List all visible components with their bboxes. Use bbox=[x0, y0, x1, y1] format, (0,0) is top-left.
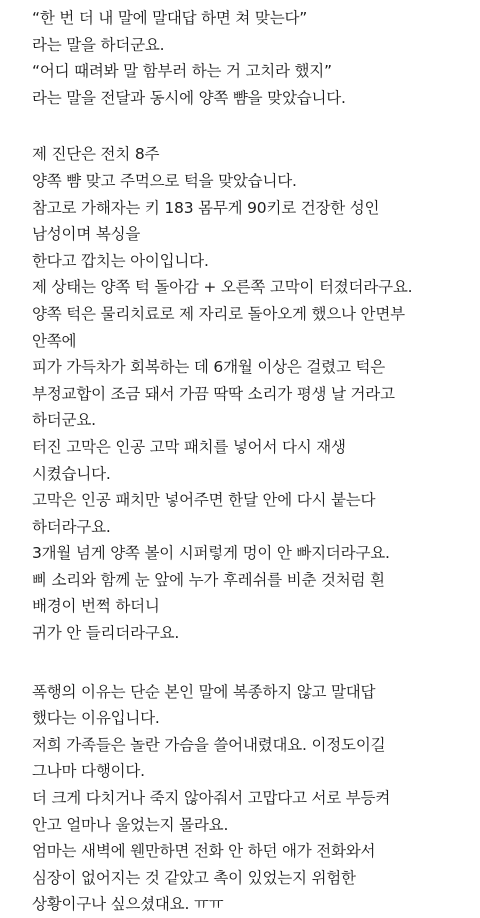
text-line: “어디 때려봐 말 함부러 하는 거 고치라 했지” bbox=[32, 62, 332, 81]
text-line: 더 크게 다치거나 죽지 않아줘서 고맙다고 서로 부등켜 bbox=[32, 789, 391, 808]
document-body bbox=[0, 5, 480, 918]
text-line: 안고 얼마나 울었는지 몰라요. bbox=[32, 815, 229, 834]
text-line: 피가 가득차가 회복하는 데 6개월 이상은 걸렸고 턱은 bbox=[32, 358, 385, 377]
paragraph-reason bbox=[32, 679, 480, 918]
text-line: 남성이며 복싱을 bbox=[32, 225, 141, 244]
text-line: 한다고 깝치는 아이입니다. bbox=[32, 251, 209, 270]
text-line: 그나마 다행이다. bbox=[32, 762, 145, 781]
text-line: 양쪽 뺨 맞고 주먹으로 턱을 맞았습니다. bbox=[32, 171, 297, 190]
text-line: 3개월 넘게 양쪽 볼이 시퍼렇게 멍이 안 빠지더라구요. bbox=[32, 544, 390, 563]
text-line: 라는 말을 하더군요. bbox=[32, 35, 165, 54]
text-line: 고막은 인공 패치만 넣어주면 한달 안에 다시 붙는다 bbox=[32, 491, 376, 510]
text-line: 삐 소리와 함께 눈 앞에 누가 후레쉬를 비춘 것처럼 흰 bbox=[32, 570, 385, 589]
text-line: 제 진단은 전치 8주 bbox=[32, 145, 160, 164]
text-line: 하더군요. bbox=[32, 411, 96, 430]
text-line: 라는 말을 전달과 동시에 양쪽 뺨을 맞았습니다. bbox=[32, 88, 346, 107]
text-line: 상황이구나 싶으셨대요. ㅠㅠ bbox=[32, 895, 224, 914]
text-line: 폭행의 이유는 단순 본인 말에 복종하지 않고 말대답 bbox=[32, 682, 376, 701]
paragraph-quote bbox=[32, 5, 480, 111]
text-line: 참고로 가해자는 키 183 몸무게 90키로 건장한 성인 bbox=[32, 198, 380, 217]
text-line: 심장이 없어지는 것 같았고 촉이 있었는지 위험한 bbox=[32, 868, 356, 887]
text-line: 안쪽에 bbox=[32, 331, 77, 350]
text-line: 귀가 안 들리더라구요. bbox=[32, 624, 180, 643]
text-line: “한 번 더 내 말에 말대답 하면 쳐 맞는다” bbox=[32, 9, 308, 27]
text-line: 시켰습니다. bbox=[32, 464, 111, 483]
text-line: 배경이 번쩍 하더니 bbox=[32, 597, 160, 616]
text-line: 제 상태는 양쪽 턱 돌아감 + 오른쪽 고막이 터졌더라구요. bbox=[32, 278, 413, 297]
text-line: 저희 가족들은 놀란 가슴을 쓸어내렸대요. 이정도이길 bbox=[32, 735, 386, 754]
text-line: 부정교합이 조금 돼서 가끔 딱딱 소리가 평생 날 거라고 bbox=[32, 384, 395, 403]
text-line: 했다는 이유입니다. bbox=[32, 709, 160, 728]
text-line: 터진 고막은 인공 고막 패치를 넣어서 다시 재생 bbox=[32, 437, 346, 456]
text-line: 엄마는 새벽에 웬만하면 전화 안 하던 애가 전화와서 bbox=[32, 842, 376, 861]
text-line: 양쪽 턱은 물리치료로 제 자리로 돌아오게 했으나 안면부 bbox=[32, 304, 405, 323]
text-line: 하더라구요. bbox=[32, 517, 111, 536]
paragraph-diagnosis bbox=[32, 141, 480, 646]
